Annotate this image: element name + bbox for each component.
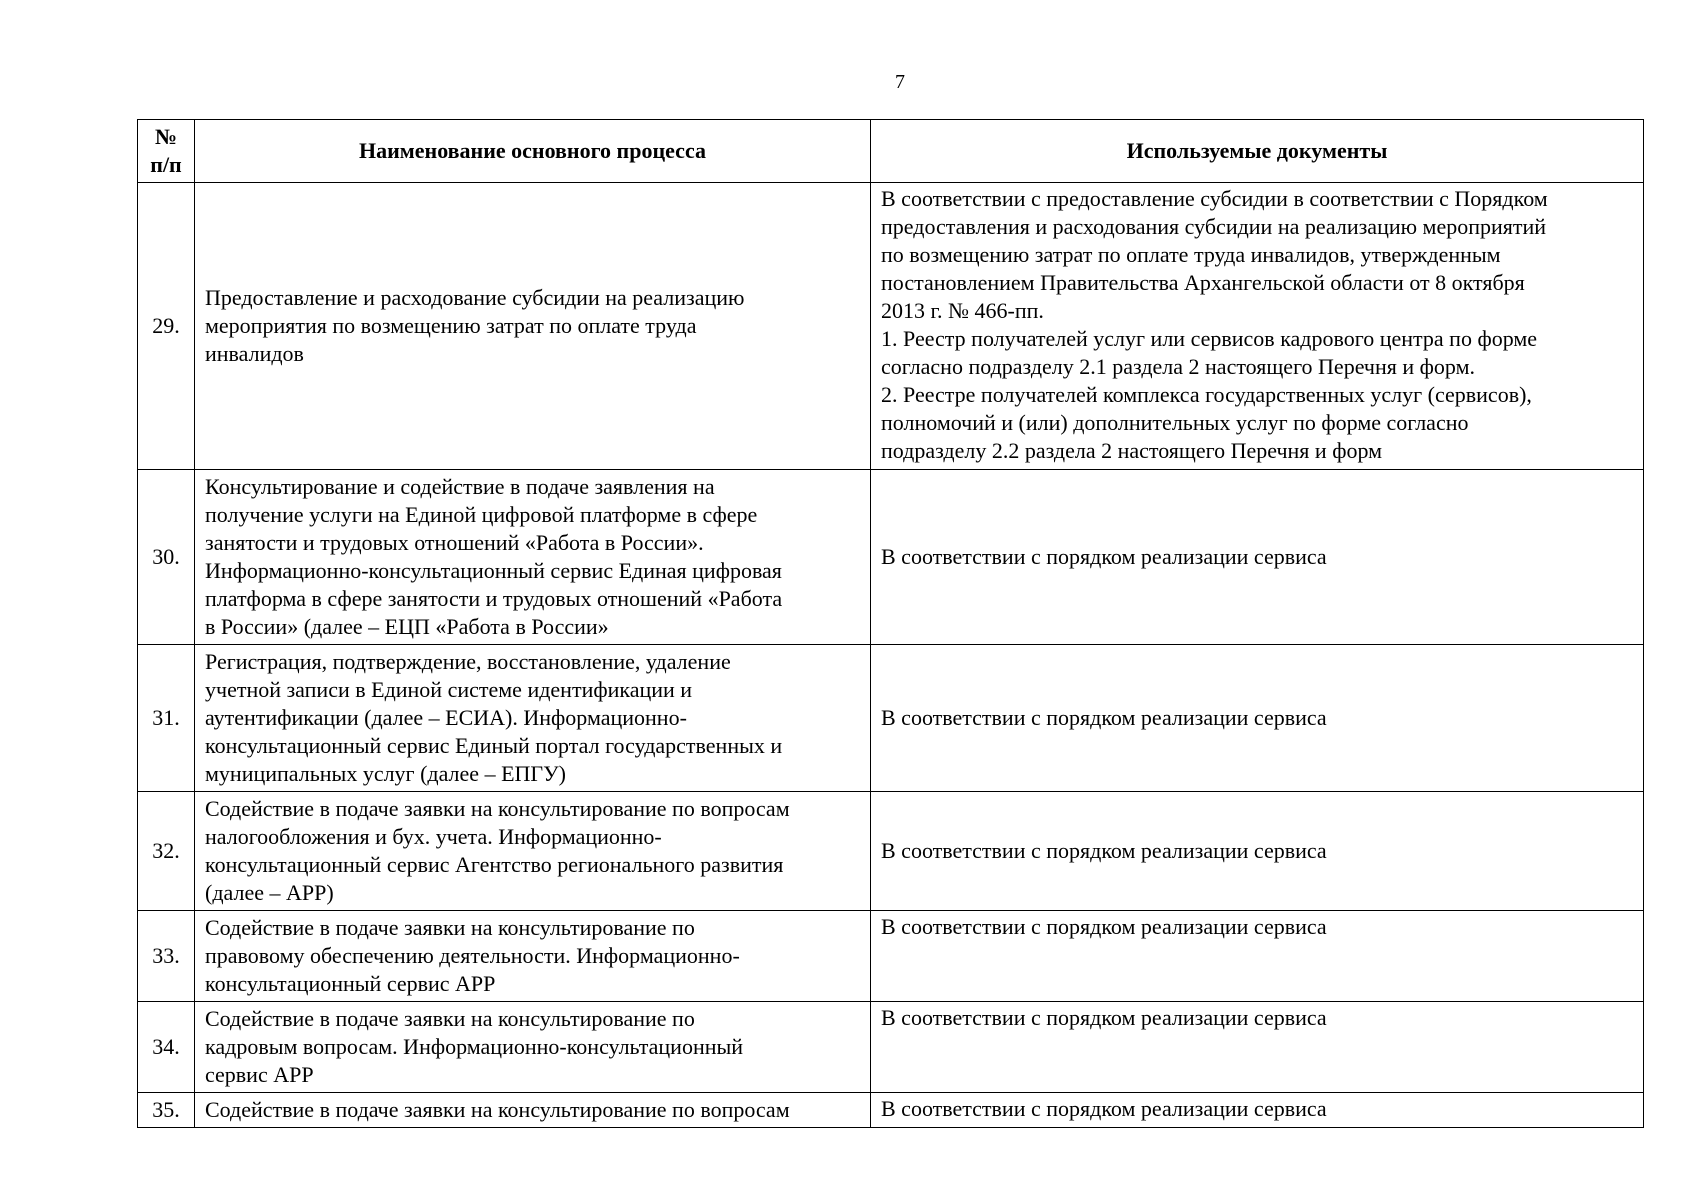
header-process: Наименование основного процесса (195, 120, 871, 183)
header-documents: Используемые документы (871, 120, 1644, 183)
text-line: Информационно-консультационный сервис Единая цифровая (205, 558, 782, 583)
table-header-row (138, 120, 1644, 183)
text-line: Содействие в подаче заявки на консультирование по вопросам (205, 796, 790, 821)
process-cell (195, 792, 871, 911)
table-row (138, 1093, 1644, 1128)
row-number: 32. (138, 792, 195, 911)
documents-cell (871, 645, 1644, 792)
table-row (138, 183, 1644, 470)
row-number: 31. (138, 645, 195, 792)
text-line: В соответствии с порядком реализации сервиса (881, 705, 1327, 730)
text-line: 2. Реестре получателей комплекса государственных услуг (сервисов), (881, 382, 1532, 407)
text-line: Содействие в подаче заявки на консультирование по (205, 1006, 695, 1031)
text-line: инвалидов (205, 341, 304, 366)
text-line: консультационный сервис Агентство регионального развития (205, 852, 784, 877)
header-num (138, 120, 195, 183)
text-line: 1. Реестр получателей услуг или сервисов кадрового центра по форме (881, 326, 1538, 351)
table-row (138, 470, 1644, 645)
row-number: 33. (138, 911, 195, 1002)
text-line: учетной записи в Единой системе идентификации и (205, 677, 693, 702)
text-line: В соответствии с порядком реализации сервиса (881, 838, 1327, 863)
process-cell (195, 911, 871, 1002)
documents-cell (871, 470, 1644, 645)
text-line: занятости и трудовых отношений «Работа в России». (205, 530, 704, 555)
process-cell (195, 645, 871, 792)
text-line: 2013 г. № 466-пп. (881, 298, 1044, 323)
text-line: В соответствии с порядком реализации сервиса (881, 1005, 1327, 1030)
text-line: консультационный сервис Единый портал государственных и (205, 733, 783, 758)
text-line: Регистрация, подтверждение, восстановление, удаление (205, 649, 731, 674)
page-number: 7 (895, 71, 905, 93)
text-line: мероприятия по возмещению затрат по оплате труда (205, 313, 697, 338)
text-line: постановлением Правительства Архангельской области от 8 октября (881, 270, 1525, 295)
text-line: В соответствии с порядком реализации сервиса (881, 544, 1327, 569)
text-line: Содействие в подаче заявки на консультирование по (205, 915, 695, 940)
process-cell (195, 1002, 871, 1093)
text-line: В соответствии с предоставление субсидии в соответствии с Порядком (881, 186, 1548, 211)
row-number: 29. (138, 183, 195, 470)
text-line: муниципальных услуг (далее – ЕПГУ) (205, 761, 567, 786)
text-line: налогообложения и бух. учета. Информационно- (205, 824, 662, 849)
table-row (138, 911, 1644, 1002)
documents-cell (871, 1002, 1644, 1093)
text-line: платформа в сфере занятости и трудовых отношений «Работа (205, 586, 783, 611)
text-line: правовому обеспечению деятельности. Информационно- (205, 943, 740, 968)
row-number: 30. (138, 470, 195, 645)
text-line: Содействие в подаче заявки на консультирование по вопросам (205, 1097, 790, 1122)
table-row (138, 792, 1644, 911)
text-line: (далее – АРР) (205, 880, 334, 905)
text-line: кадровым вопросам. Информационно-консультационный (205, 1034, 744, 1059)
text-line: по возмещению затрат по оплате труда инвалидов, утвержденным (881, 242, 1501, 267)
row-number: 34. (138, 1002, 195, 1093)
text-line: Предоставление и расходование субсидии на реализацию (205, 285, 745, 310)
row-number: 35. (138, 1093, 195, 1128)
text-line: В соответствии с порядком реализации сервиса (881, 914, 1327, 939)
text-line: предоставления и расходования субсидии на реализацию мероприятий (881, 214, 1547, 239)
text-line: подразделу 2.2 раздела 2 настоящего Перечня и форм (881, 438, 1383, 463)
process-cell (195, 470, 871, 645)
text-line: согласно подразделу 2.1 раздела 2 настоящего Перечня и форм. (881, 354, 1475, 379)
header-num-abbr: п/п (150, 152, 182, 177)
documents-cell (871, 183, 1644, 470)
text-line: сервис АРР (205, 1062, 314, 1087)
process-cell (195, 1093, 871, 1128)
process-cell (195, 183, 871, 470)
text-line: В соответствии с порядком реализации сервиса (881, 1096, 1327, 1121)
text-line: аутентификации (далее – ЕСИА). Информационно- (205, 705, 687, 730)
documents-cell (871, 1093, 1644, 1128)
table-row (138, 645, 1644, 792)
text-line: Консультирование и содействие в подаче заявления на (205, 474, 715, 499)
text-line: полномочий и (или) дополнительных услуг по форме согласно (881, 410, 1469, 435)
documents-cell (871, 792, 1644, 911)
text-line: получение услуги на Единой цифровой платформе в сфере (205, 502, 758, 527)
text-line: консультационный сервис АРР (205, 971, 496, 996)
process-table (137, 119, 1644, 1128)
documents-cell (871, 911, 1644, 1002)
table-row (138, 1002, 1644, 1093)
header-num-symbol: № (154, 124, 178, 149)
text-line: в России» (далее – ЕЦП «Работа в России» (205, 614, 609, 639)
